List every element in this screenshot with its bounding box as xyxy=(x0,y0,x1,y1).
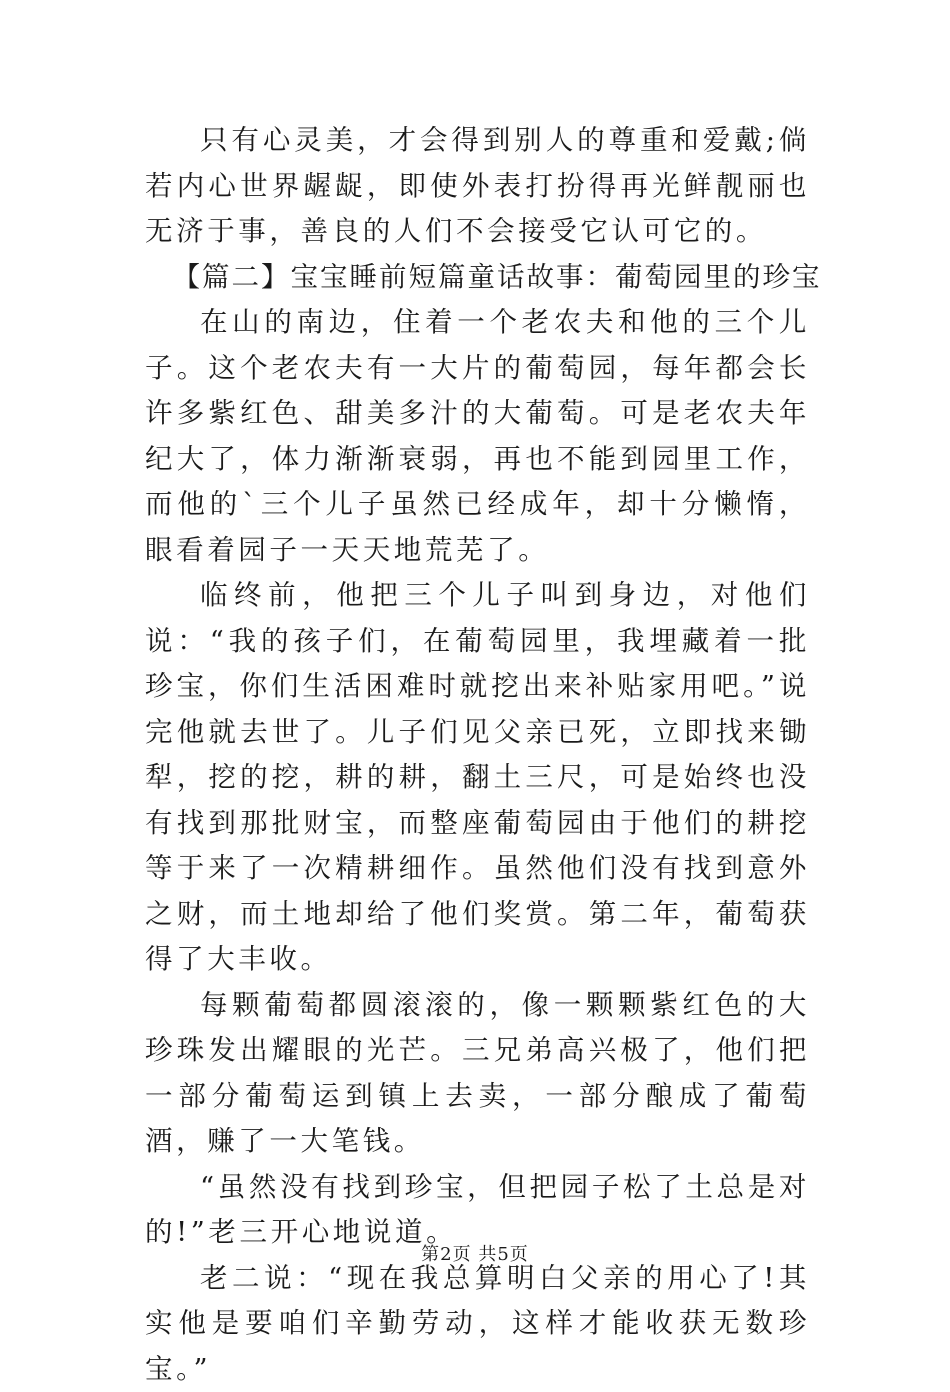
section-heading: 【篇二】宝宝睡前短篇童话故事：葡萄园里的珍宝 xyxy=(145,255,810,301)
paragraph-third-son: “虽然没有找到珍宝，但把园子松了土总是对的!”老三开心地说道。 xyxy=(145,1165,810,1256)
paragraph-father-death: 临终前，他把三个儿子叫到身边，对他们说：“我的孩子们，在葡萄园里，我埋藏着一批珍宝，你们生活困难时就挖出来补贴家用吧。”说完他就去世了。儿子们见父亲已死，立即找来锄犁，挖的挖，耕的耕，翻土三尺，可是始终也没有找到那批财宝，而整座葡萄园由于他们的耕挖等于来了一次精耕细作。虽然他们没有找到意外之财，而土地却给了他们奖赏。第二年，葡萄获得了大丰收。 xyxy=(145,573,810,983)
document-body xyxy=(145,118,810,1392)
paragraph-story-intro: 在山的南边，住着一个老农夫和他的三个儿子。这个老农夫有一大片的葡萄园，每年都会长许多紫红色、甜美多汁的大葡萄。可是老农夫年纪大了，体力渐渐衰弱，再也不能到园里工作，而他的`三个儿子虽然已经成年，却十分懒惰，眼看着园子一天天地荒芜了。 xyxy=(145,300,810,573)
page-number-footer: 第2页 共5页 xyxy=(0,1240,950,1266)
paragraph-conclusion: 只有心灵美，才会得到别人的尊重和爱戴;倘若内心世界龌龊，即使外表打扮得再光鲜靓丽也无济于事，善良的人们不会接受它认可它的。 xyxy=(145,118,810,255)
paragraph-second-son: 老二说：“现在我总算明白父亲的用心了!其实他是要咱们辛勤劳动，这样才能收获无数珍宝。” xyxy=(145,1256,810,1392)
paragraph-harvest: 每颗葡萄都圆滚滚的，像一颗颗紫红色的大珍珠发出耀眼的光芒。三兄弟高兴极了，他们把一部分葡萄运到镇上去卖，一部分酿成了葡萄酒，赚了一大笔钱。 xyxy=(145,983,810,1165)
